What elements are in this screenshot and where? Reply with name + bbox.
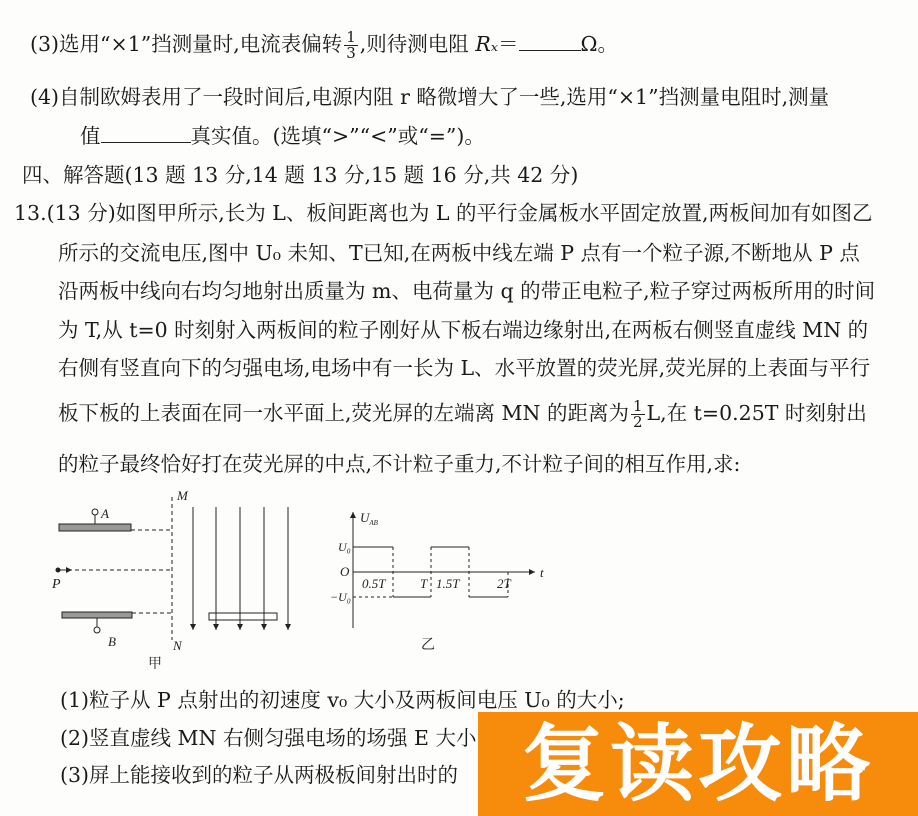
tick-label: 1.5T xyxy=(436,576,460,591)
caption-yi: 乙 xyxy=(421,637,435,653)
plate-b xyxy=(62,612,132,618)
question-2: (2)竖直虚线 MN 右侧匀强电场的场强 E 大小 xyxy=(60,726,477,750)
q13-line: 为 T,从 t=0 时刻射入两板间的粒子刚好从下板右端边缘射出,在两板右侧竖直虚线 MN 的 xyxy=(58,318,869,342)
text: ,则待测电阻 xyxy=(359,32,476,56)
label-a: A xyxy=(101,506,109,521)
tick-label: 2T xyxy=(497,576,511,591)
q13-line: 所示的交流电压,图中 U₀ 未知、T已知,在两板中线左端 P 点有一个粒子源,不断地从 P 点 xyxy=(58,241,860,265)
label-p: P xyxy=(52,577,61,592)
label-origin: O xyxy=(340,564,350,579)
terminal-b-circle xyxy=(94,627,100,633)
q13-line: 沿两板中线向右均匀地射出质量为 m、电荷量为 q 的带正电粒子,粒子穿过两板所用的时间 xyxy=(58,279,876,303)
figure-b-voltage-graph xyxy=(330,510,544,653)
q13-line: 的粒子最终恰好打在荧光屏的中点,不计粒子重力,不计粒子间的相互作用,求: xyxy=(58,452,741,476)
question-3: (3)屏上能接收到的粒子从两极板间射出时的 xyxy=(60,763,459,787)
tick-label: T xyxy=(420,576,428,591)
label-u0: U₀ xyxy=(338,540,351,554)
plate-a xyxy=(59,524,131,531)
variable-rx: Rₓ xyxy=(475,32,499,56)
text: 板下板的上表面在同一水平面上,荧光屏的左端离 MN 的距离为 xyxy=(58,401,629,425)
y-axis-label: $U_{AB}$ xyxy=(360,510,378,527)
numerator: 1 xyxy=(632,397,643,415)
caption-jia: 甲 xyxy=(148,656,162,672)
text: ＝ xyxy=(498,32,519,56)
text: 值 xyxy=(80,124,101,148)
label-b: B xyxy=(108,634,116,649)
fluorescent-screen xyxy=(209,613,277,620)
particle-source-dot xyxy=(56,568,61,573)
label-neg-u0: −U₀ xyxy=(330,590,351,604)
section-title: 四、解答题(13 题 13 分,14 题 13 分,15 题 16 分,共 42 分) xyxy=(22,163,579,187)
field-arrows xyxy=(193,507,288,630)
label-n: N xyxy=(173,638,182,653)
denominator: 2 xyxy=(632,413,643,431)
text: (3)选用“×1”挡测量时,电流表偏转 xyxy=(30,32,343,56)
terminal-a-circle xyxy=(92,509,98,515)
q13-line: 13.(13 分)如图甲所示,长为 L、板间距离也为 L 的平行金属板水平固定放置,两板间加有如图乙 xyxy=(14,201,873,225)
question-1: (1)粒子从 P 点射出的初速度 v₀ 大小及两板间电压 U₀ 的大小; xyxy=(60,688,625,712)
denominator: 3 xyxy=(346,44,356,62)
watermark-banner: 复读攻略 xyxy=(478,712,918,816)
text: 真实值。(选填“>”“<”或“=”)。 xyxy=(190,124,485,148)
text: Ω。 xyxy=(580,32,619,56)
q12-part4-line1: (4)自制欧姆表用了一段时间后,电源内阻 r 略微增大了一些,选用“×1”挡测量电阻时,测量 xyxy=(30,85,830,109)
q13-line: 右侧有竖直向下的匀强电场,电场中有一长为 L、水平放置的荧光屏,荧光屏的上表面与平行 xyxy=(58,356,871,380)
label-m: M xyxy=(177,488,188,503)
tick-label: 0.5T xyxy=(362,576,386,591)
numerator: 1 xyxy=(346,28,356,46)
figure-a-apparatus xyxy=(51,488,288,672)
label-t: t xyxy=(540,565,544,580)
text: L,在 t=0.25T 时刻射出 xyxy=(646,401,867,425)
